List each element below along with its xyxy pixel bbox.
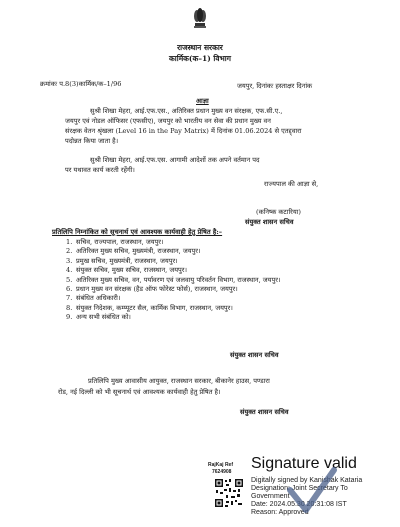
state-emblem-icon [192,6,208,30]
signatory-name: (कनिष्क कटारिया) [256,208,301,216]
signature-signed-by: Digitally signed by Kanishak Kataria [251,477,363,484]
list-item: 7. संबंधित अधिकारी। [66,294,121,303]
para2-line: पर यथावत कार्य करती रहेंगी। [65,166,135,174]
checkmark-icon [286,466,338,516]
para1-line: जयपुर एवं नोडल ऑफिसर (एफसीए), जयपुर को भारतीय वन सेवा की प्रधान मुख्य वन [65,117,271,125]
list-item: 6. प्रधान मुख्य वन संरक्षक (हैड ऑफ फोरेस्ट फोर्स), राजस्थान, जयपुर। [66,285,238,294]
copy-list [66,238,356,323]
para1-line: पदोन्नत किया जाता है। [65,137,119,145]
copy-heading: प्रतिलिपि निम्नांकित को सूचनार्थ एवं आवश्यक कार्यवाही हेतु प्रेषित है:– [52,228,223,236]
rajkaj-ref-label: RajKaj Ref [208,462,234,468]
list-item: 9. अन्य सभी संबंधित को। [66,313,131,322]
list-item: 2. अतिरिक्त मुख्य सचिव, मुख्यमंत्री, राजस्थान, जयपुर। [66,247,201,256]
rajkaj-ref-number: 7624908 [212,469,232,475]
list-item: 3. प्रमुख सचिव, मुख्यमंत्री, राजस्थान, जयपुर। [66,256,178,265]
list-item: 4. संयुक्त सचिव, मुख्य सचिव, राजस्थान, जयपुर। [66,266,187,275]
order-number: क्रमांकः प.8(3)कार्मिक/क–1/96 [40,80,122,88]
para1-line: संरक्षक वेतन श्रृंखला (Level 16 in the Pay Matrix) में दिनांक 01.06.2024 से एतद्द्वारा [65,127,302,135]
signatory-designation: संयुक्त शासन सचिव [245,218,294,226]
signatory-designation-3: संयुक्त शासन सचिव [240,408,289,416]
signatory-designation-2: संयुक्त शासन सचिव [230,351,279,359]
by-order-line: राज्यपाल की आज्ञा से, [264,180,319,188]
signature-date: Date: 2024.05.30 20:31:08 IST [251,501,347,508]
copy2-line: रोड, नई दिल्ली को भी सूचनार्थ एवं आवश्यक कार्यवाही हेतु प्रेषित है। [58,388,221,396]
signature-designation-cont: Government [251,493,290,500]
para2-line: सुश्री शिखा मेहरा, आई.एफ.एस. आगामी आदेशों तक अपने वर्तमान पद [90,156,260,164]
signature-designation: Designation: Joint Secretary To [251,485,348,492]
signature-valid-title: Signature valid [251,455,357,472]
list-item: 5. अतिरिक्त मुख्य सचिव, वन, पर्यावरण एवं जलवायु परिवर्तन विभाग, राजस्थान, जयपुर। [66,275,281,284]
govt-name: राजस्थान सरकार [177,43,223,52]
copy2-line: प्रतिलिपि मुख्य आवासीय आयुक्त, राजस्थान सरकार, बीकानेर हाउस, पण्डारा [88,377,270,385]
signature-reason: Reason: Approved [251,509,309,516]
list-item: 8. संयुक्त निदेशक, कम्प्यूटर सैल, कार्मिक विभाग, राजस्थान, जयपुर। [66,303,233,312]
order-title: आज्ञा [196,97,209,105]
department-name: कार्मिक(क–1) विभाग [169,54,231,63]
list-item: 1. सचिव, राज्यपाल, राजस्थान, जयपुर। [66,238,164,246]
qr-code-icon [214,478,244,508]
place-date: जयपुर, दिनांकः हस्ताक्षर दिनांक [237,82,313,90]
para1-line: सुश्री शिखा मेहरा, आई.एफ.एस., अतिरिक्त प्रधान मुख्य वन संरक्षक, एफ.सी.ए., [90,107,283,115]
